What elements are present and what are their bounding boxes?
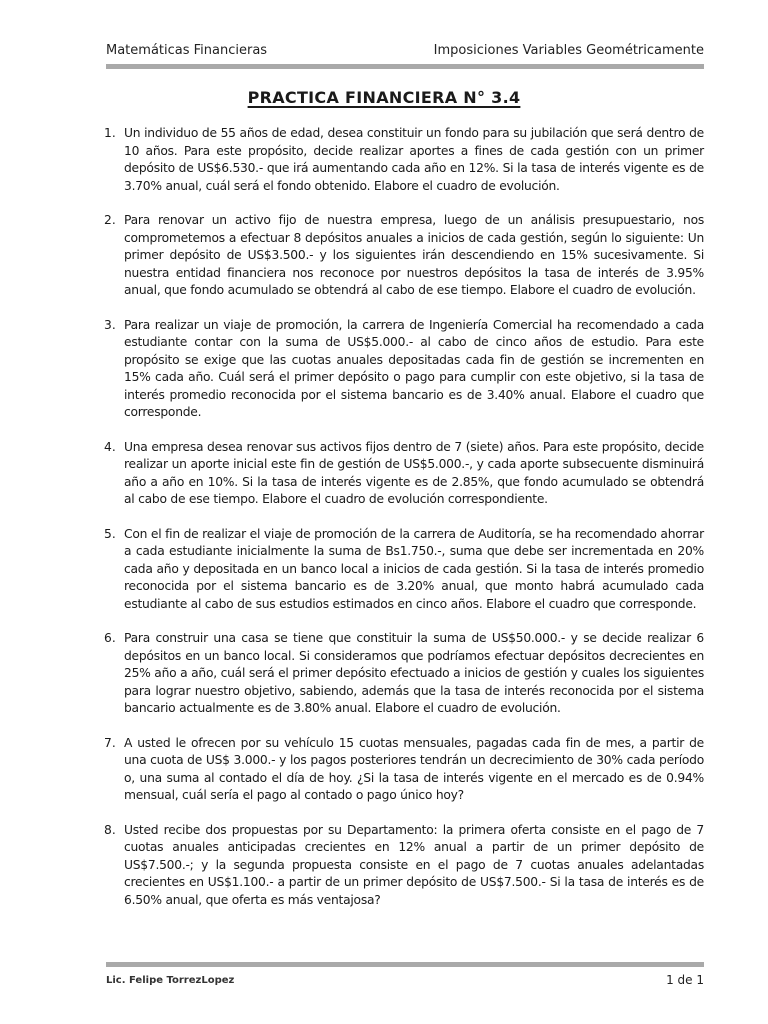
problem-text: Para construir una casa se tiene que constituir la suma de US$50.000.- y se decide realizar 6 depósitos en un banco local. Si consideramos que podríamos efectuar depósitos decrecientes en 25% año a año, cuál será el primer depósito efectuado a inicios de gestión y cuales los siguientes para lograr nuestro objetivo, sabiendo, además que la tasa de interés reconocida por el sistema bancario actualmente es de 3.80% anual. Elabore el cuadro de evolución. [124, 631, 704, 715]
page-header [106, 36, 704, 58]
problem-text: Un individuo de 55 años de edad, desea constituir un fondo para su jubilación que será dentro de 10 años. Para este propósito, decide realizar aportes a fines de cada gestión con un primer depósito de US$6.530.- que irá aumentando cada año en 12%. Si la tasa de interés vigente es de 3.70% anual, cuál será el fondo obtenido. Elabore el cuadro de evolución. [124, 126, 704, 193]
problem-item-3 [104, 317, 704, 422]
problem-number: 8. [104, 822, 116, 837]
problem-item-4 [104, 439, 704, 509]
problem-number: 2. [104, 213, 116, 227]
header-course-title: Matemáticas Financieras [106, 43, 268, 58]
problem-text: Con el fin de realizar el viaje de promoción de la carrera de Auditoría, se ha recomendado ahorrar a cada estudiante inicialmente la suma de Bs1.750.-, suma que debe ser incrementada en 20% cada año y depositada en un banco local a inicios de cada gestión. Si la tasa de interés promedio reconocida por el sistema bancario es de 3.20% anual, que monto habrá acumulado cada estudiante al cabo de sus estudios estimados en cinco años. Elabore el cuadro que corresponde. [124, 526, 704, 611]
problem-text: Para renovar un activo fijo de nuestra empresa, luego de un análisis presupuestario, nos comprometemos a efectuar 8 depósitos anuales a inicios de cada gestión, según lo siguiente: Un primer depósito de US$3.500.- y los siguientes irán descendiendo en 15% sucesivamente. Si nuestra entidad financiera nos reconoce por nuestros depósitos la tasa de interés de 3.95% anual, que fondo acumulado se obtendrá al cabo de ese tiempo. Elabore el cuadro de evolución. [124, 213, 704, 297]
footer-divider [106, 962, 704, 967]
document-title [0, 88, 768, 107]
problem-number: 7. [104, 735, 116, 750]
problem-item-6 [104, 630, 704, 718]
problem-list [104, 125, 704, 926]
problem-number: 6. [104, 631, 116, 645]
header-divider [106, 64, 704, 69]
problem-text: A usted le ofrecen por su vehículo 15 cuotas mensuales, pagadas cada fin de mes, a partir de una cuota de US$ 3.000.- y los pagos posteriores tendrán un decrecimiento de 30% cada período o, una suma al contado el día de hoy. ¿Si la tasa de interés vigente en el mercado es de 0.94% mensual, cuál sería el pago al contado o pago único hoy? [124, 735, 704, 802]
problem-item-1 [104, 125, 704, 195]
document-title-text: PRACTICA FINANCIERA N° 3.4 [247, 88, 521, 107]
page-number: 1 de 1 [666, 973, 704, 987]
header-topic-title: Imposiciones Variables Geométricamente [433, 43, 704, 58]
problem-number: 4. [104, 439, 116, 454]
problem-number: 5. [104, 526, 116, 541]
footer-author: Lic. Felipe TorrezLopez [106, 974, 235, 986]
page-footer [106, 973, 704, 987]
problem-text: Usted recibe dos propuestas por su Departamento: la primera oferta consiste en el pago de 7 cuotas anuales anticipadas crecientes en 12% anual a partir de un primer depósito de US$7.500.-; y la segunda propuesta consiste en el pago de 7 cuotas anuales adelantadas crecientes en US$1.100.- a partir de un primer depósito de US$7.500.- Si la tasa de interés es de 6.50% anual, que oferta es más ventajosa? [124, 822, 704, 907]
problem-item-2 [104, 212, 704, 300]
problem-item-7 [104, 735, 704, 805]
problem-number: 1. [104, 126, 116, 140]
problem-text: Una empresa desea renovar sus activos fijos dentro de 7 (siete) años. Para este propósito, decide realizar un aporte inicial este fin de gestión de US$5.000.-, y cada aporte subsecuente disminuirá año a año en 10%. Si la tasa de interés vigente es de 2.85%, que fondo acumulado se obtendrá al cabo de ese tiempo. Elabore el cuadro de evolución correspondiente. [124, 439, 704, 506]
problem-item-5 [104, 526, 704, 614]
problem-text: Para realizar un viaje de promoción, la carrera de Ingeniería Comercial ha recomendado a cada estudiante contar con la suma de US$5.000.- al cabo de cinco años de estudio. Para este propósito se exige que las cuotas anuales depositadas cada fin de gestión se incrementen en 15% cada año. Cuál será el primer depósito o pago para cumplir con este objetivo, si la tasa de interés promedio reconocida por el sistema bancario es de 3.40% anual. Elabore el cuadro que corresponde. [124, 317, 704, 419]
problem-number: 3. [104, 317, 116, 332]
problem-item-8 [104, 822, 704, 910]
